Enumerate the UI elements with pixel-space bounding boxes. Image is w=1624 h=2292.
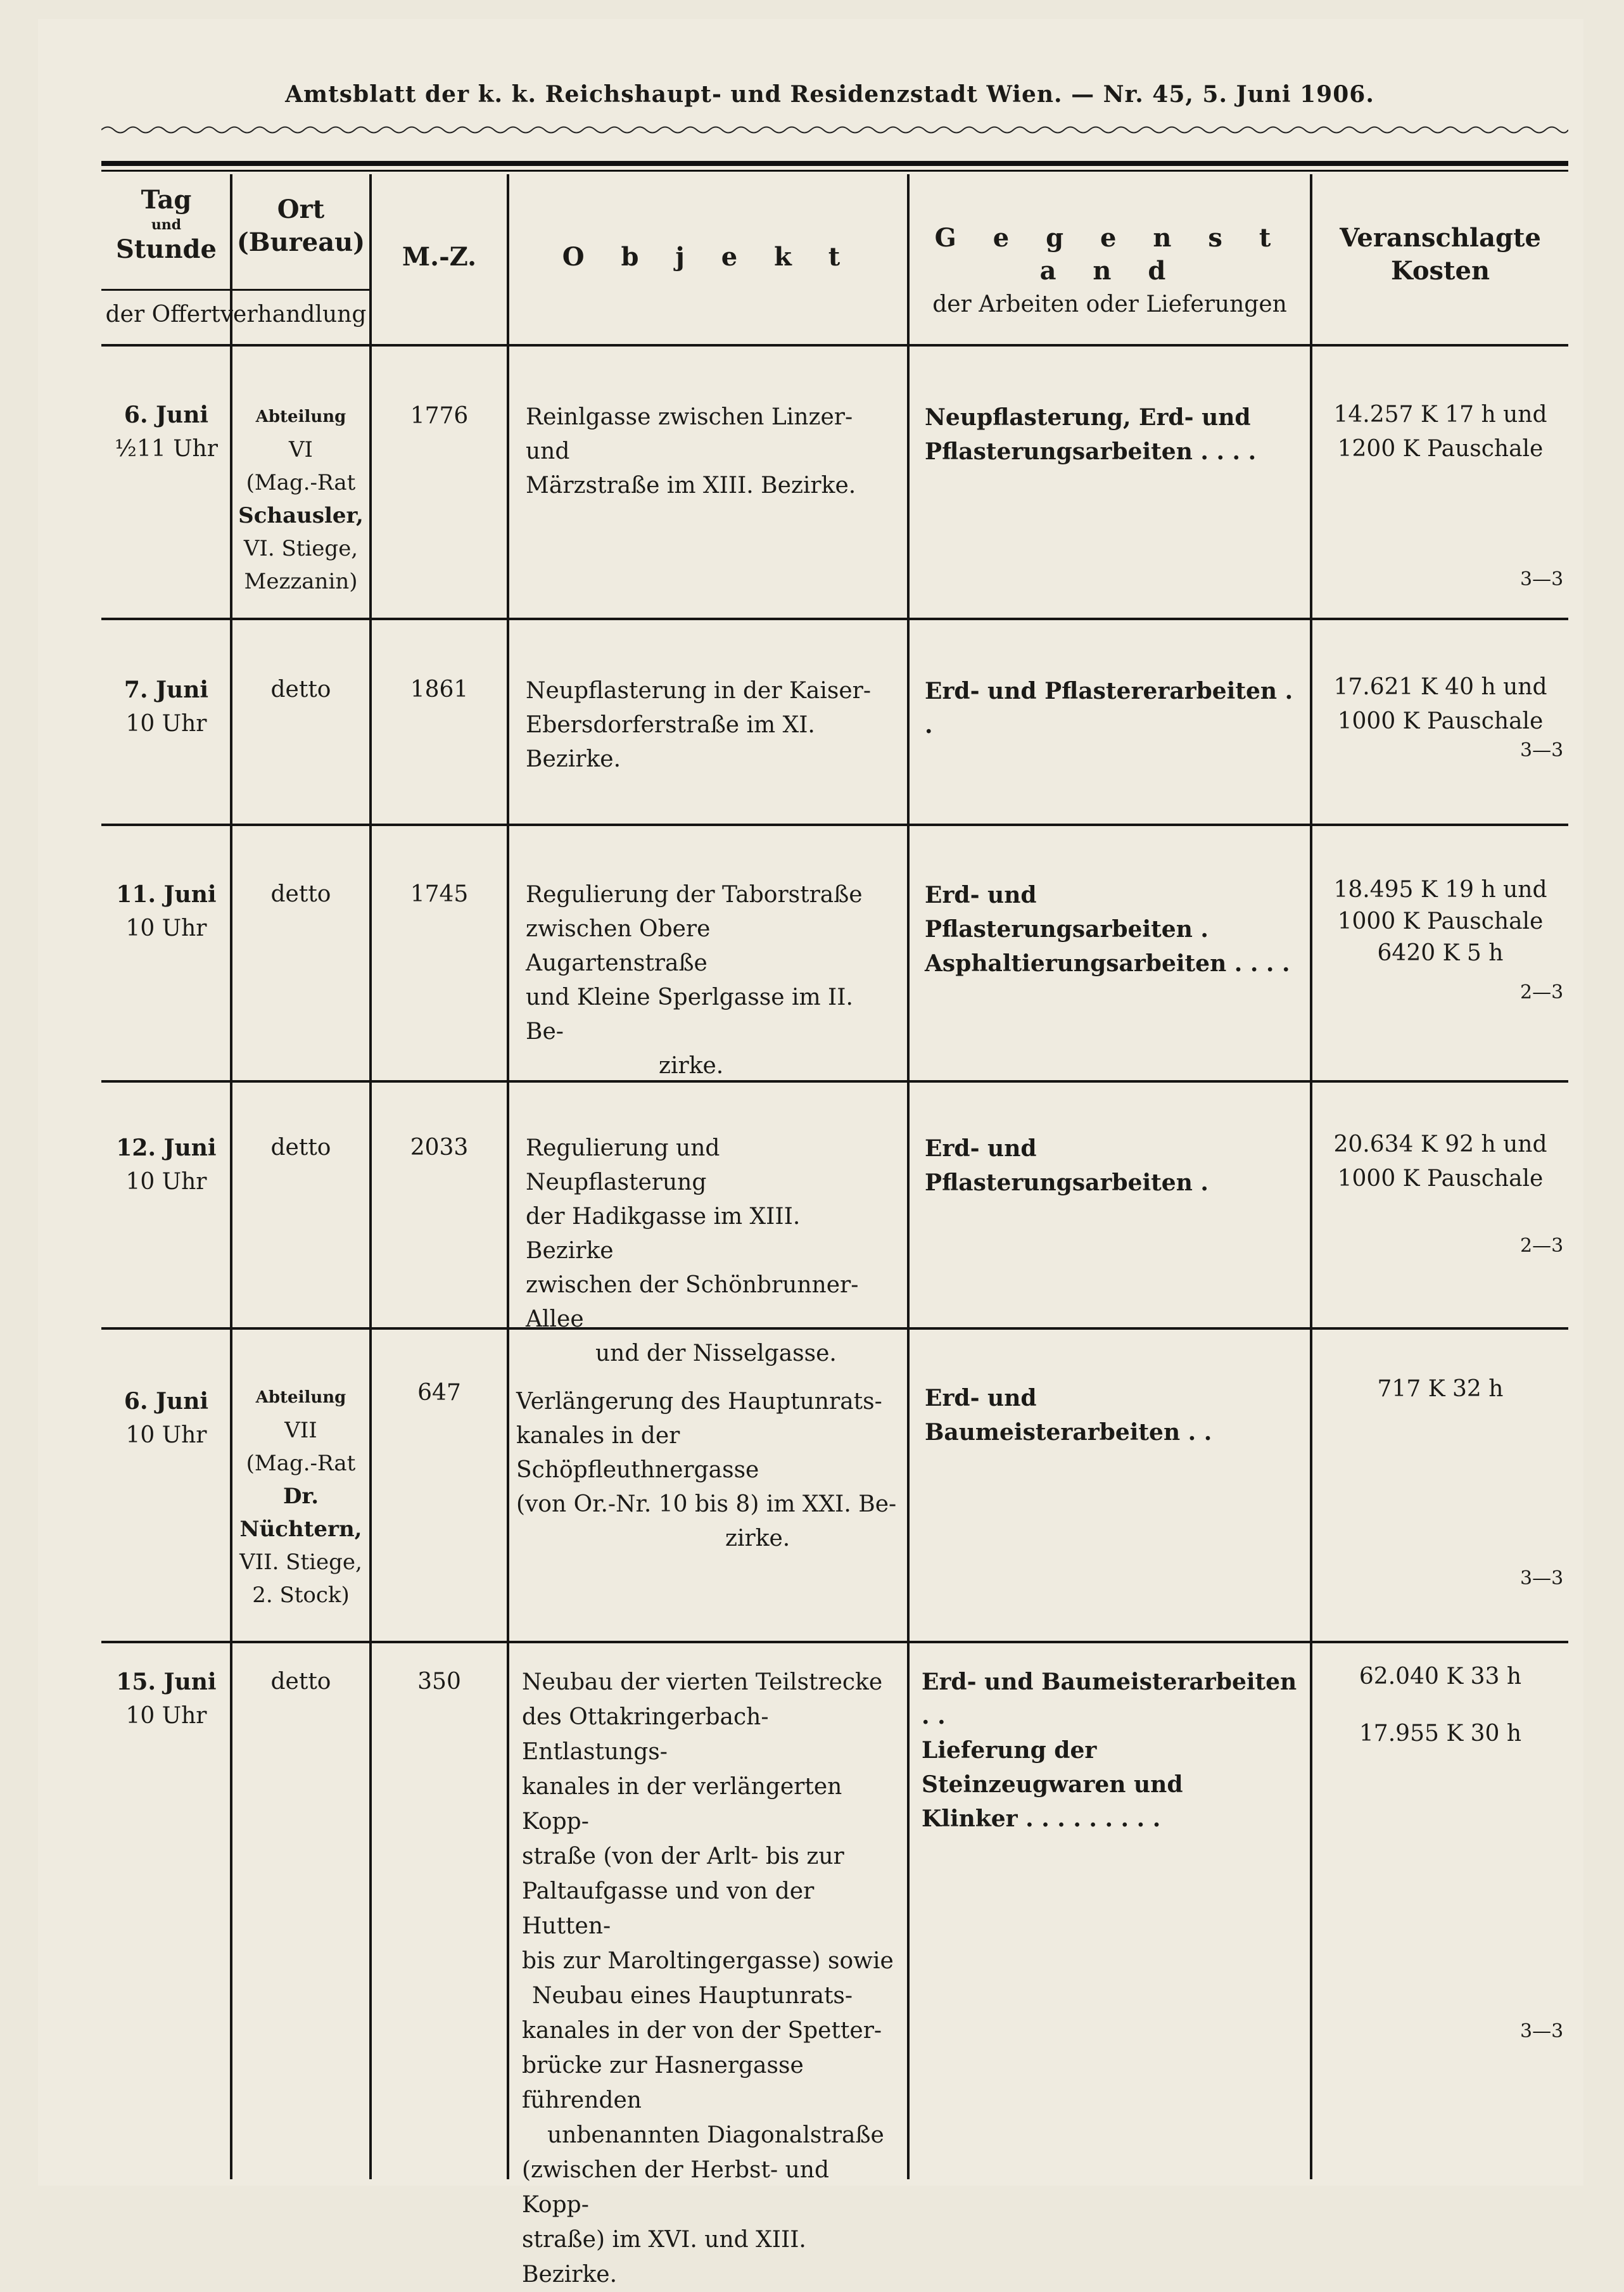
row-6-objekt-1: des Ottakringerbach-Entlastungs- xyxy=(522,1704,769,1765)
table-row-6-date xyxy=(101,1665,231,1733)
row-5-office-3: Dr. xyxy=(282,1484,319,1509)
table-row-2-objekt xyxy=(526,674,893,777)
table-row-5-office xyxy=(232,1381,369,1612)
table-row-4-kosten xyxy=(1312,1128,1568,1196)
table-row-1-kosten xyxy=(1312,398,1568,466)
row-2-objekt-0: Neupflasterung in der Kaiser- xyxy=(526,678,871,704)
row-3-objekt-0: Regulierung der Taborstraße xyxy=(526,882,863,908)
row-6-objekt-7: kanales in der von der Spetter- xyxy=(522,2018,882,2044)
table-row-2-kosten xyxy=(1312,670,1568,739)
row-4-time: 10 Uhr xyxy=(125,1169,207,1195)
row-6-kosten-2: 17.955 K 30 h xyxy=(1359,1721,1522,1747)
row-3-kosten-2: 6420 K 5 h xyxy=(1377,940,1504,966)
row-4-objekt-3: und der Nisselgasse. xyxy=(595,1340,837,1366)
row-4-date: 12. Juni xyxy=(116,1135,217,1161)
row-1-office-1: VI xyxy=(289,437,313,462)
row-3-objekt-3: zirke. xyxy=(659,1053,724,1079)
table-row-3-kosten xyxy=(1312,874,1568,969)
row-5-office-0: Abteilung xyxy=(255,1388,346,1407)
table-row-2-date xyxy=(101,673,231,741)
row-6-objekt-3: straße (von der Arlt- bis zur xyxy=(522,1843,844,1869)
row-6-objekt-9: unbenannten Diagonalstraße xyxy=(547,2122,884,2148)
row-line-2 xyxy=(101,824,1568,826)
row-1-mz: 1776 xyxy=(410,403,469,429)
row-1-office-2: (Mag.-Rat xyxy=(246,470,356,495)
row-5-mz: 647 xyxy=(417,1380,461,1406)
table-row-3-objekt xyxy=(526,878,893,1083)
header-gegenstand-label: G e g e n s t a n d xyxy=(934,223,1285,286)
row-6-time: 10 Uhr xyxy=(125,1703,207,1729)
row-4-mark: 2—3 xyxy=(1520,1235,1564,1257)
row-6-objekt-6: Neubau eines Hauptunrats- xyxy=(532,1983,853,2009)
table-row-6-gegenstand xyxy=(922,1665,1302,1836)
header-tag xyxy=(101,184,231,266)
row-3-objekt-2: und Kleine Sperlgasse im II. Be- xyxy=(526,984,853,1045)
header-tag-label: Tag xyxy=(141,185,192,215)
row-5-gegenstand-0: Erd- und Baumeisterarbeiten . . xyxy=(925,1385,1212,1446)
row-6-date: 15. Juni xyxy=(116,1669,217,1695)
row-6-objekt-11: straße) im XVI. und XIII. Bezirke. xyxy=(522,2227,806,2288)
row-5-objekt-3: zirke. xyxy=(725,1525,790,1551)
row-3-office: detto xyxy=(270,881,331,907)
row-line-5 xyxy=(101,1641,1568,1643)
header-offert: der Offertverhandlung xyxy=(105,302,367,328)
row-1-gegenstand-0: Neupflasterung, Erd- und xyxy=(925,404,1251,431)
row-2-time: 10 Uhr xyxy=(125,711,207,737)
table-row-6-objekt xyxy=(522,1665,896,2292)
header-ort-label: Ort xyxy=(277,194,325,224)
row-5-date: 6. Juni xyxy=(124,1388,209,1415)
row-1-gegenstand-1: Pflasterungsarbeiten . . . . xyxy=(925,438,1257,465)
row-1-objekt-0: Reinlgasse zwischen Linzer- und xyxy=(526,404,853,464)
row-3-gegenstand-1: Asphaltierungsarbeiten . . . . xyxy=(925,950,1290,977)
row-1-kosten-0: 14.257 K 17 h und xyxy=(1333,402,1547,428)
row-4-gegenstand-0: Erd- und Pflasterungsarbeiten . xyxy=(925,1135,1208,1196)
row-3-kosten-1: 1000 K Pauschale xyxy=(1337,908,1544,934)
table-row-1-office xyxy=(232,400,369,598)
row-1-date: 6. Juni xyxy=(124,402,209,428)
row-line-1 xyxy=(101,618,1568,620)
header-bureau-label: (Bureau) xyxy=(236,227,365,257)
table-row-1-date xyxy=(101,398,231,466)
row-2-kosten-1: 1000 K Pauschale xyxy=(1337,708,1544,734)
row-6-office: detto xyxy=(270,1669,331,1695)
row-6-kosten-1 xyxy=(1312,1698,1568,1713)
row-1-kosten-1: 1200 K Pauschale xyxy=(1337,436,1544,462)
row-6-objekt-2: kanales in der verlängerten Kopp- xyxy=(522,1774,842,1835)
row-4-mz: 2033 xyxy=(410,1135,469,1161)
col-line-4 xyxy=(907,174,910,2179)
row-5-objekt-2: (von Or.-Nr. 10 bis 8) im XXI. Be- xyxy=(516,1491,897,1517)
col-line-3 xyxy=(507,174,509,2179)
subheader-line xyxy=(101,289,371,291)
row-2-mz: 1861 xyxy=(410,677,469,703)
header-und-label: und xyxy=(151,217,182,233)
header-kosten xyxy=(1312,222,1568,288)
row-3-time: 10 Uhr xyxy=(125,915,207,941)
row-5-office-6: 2. Stock) xyxy=(252,1582,350,1608)
row-6-objekt-4: Paltaufgasse und von der Hutten- xyxy=(522,1878,815,1939)
row-5-mark: 3—3 xyxy=(1520,1567,1564,1589)
row-6-objekt-0: Neubau der vierten Teilstrecke xyxy=(522,1669,883,1695)
row-3-objekt-1: zwischen Obere Augartenstraße xyxy=(526,916,711,976)
table-row-1-objekt xyxy=(526,400,893,503)
row-1-office-3: Schausler, xyxy=(238,503,364,528)
row-6-mz: 350 xyxy=(417,1669,461,1695)
header-gegenstand xyxy=(910,222,1310,322)
row-1-office-4: VI. Stiege, xyxy=(243,536,358,561)
row-5-office-4: Nüchtern, xyxy=(239,1517,362,1542)
row-2-mark: 3—3 xyxy=(1520,739,1564,761)
row-3-mark: 2—3 xyxy=(1520,981,1564,1003)
row-1-mark: 3—3 xyxy=(1520,568,1564,590)
row-2-office: detto xyxy=(270,677,331,703)
row-6-objekt-5: bis zur Maroltingergasse) sowie xyxy=(522,1948,894,1974)
table-row-5-date xyxy=(101,1384,231,1453)
top-rule-thin xyxy=(101,170,1568,172)
row-1-objekt-1: Märzstraße im XIII. Bezirke. xyxy=(526,473,856,499)
header-bottom-line xyxy=(101,344,1568,347)
row-6-objekt-10: (zwischen der Herbst- und Kopp- xyxy=(522,2157,830,2218)
row-5-office-2: (Mag.-Rat xyxy=(246,1451,356,1476)
row-3-gegenstand-0: Erd- und Pflasterungsarbeiten . xyxy=(925,882,1208,943)
table-row-5-objekt xyxy=(516,1385,899,1556)
row-6-gegenstand-1: Lieferung der Steinzeugwaren und xyxy=(922,1737,1183,1798)
header-stunde-label: Stunde xyxy=(116,234,217,264)
table-row-1-gegenstand xyxy=(925,400,1298,469)
top-rule-thick xyxy=(101,161,1568,166)
row-5-time: 10 Uhr xyxy=(125,1422,207,1448)
wavy-rule xyxy=(101,124,1568,136)
table-row-6-kosten xyxy=(1312,1656,1568,1755)
row-5-office-5: VII. Stiege, xyxy=(239,1550,362,1575)
header-mz: M.-Z. xyxy=(402,242,477,272)
row-1-office-0: Abteilung xyxy=(255,407,346,426)
row-2-date: 7. Juni xyxy=(124,677,209,703)
row-1-office-5: Mezzanin) xyxy=(244,569,358,594)
row-2-objekt-1: Ebersdorferstraße im XI. Bezirke. xyxy=(526,712,815,772)
table-row-3-gegenstand xyxy=(925,878,1298,981)
table-row-3-date xyxy=(101,877,231,946)
table-row-4-objekt xyxy=(526,1131,893,1371)
running-head: Amtsblatt der k. k. Reichshaupt- und Residenzstadt Wien. — Nr. 45, 5. Juni 1906. xyxy=(285,81,1374,108)
row-4-objekt-2: zwischen der Schönbrunner-Allee xyxy=(526,1272,859,1332)
header-ort xyxy=(232,193,369,259)
table-row-4-date xyxy=(101,1131,231,1199)
header-kosten-label-2: Kosten xyxy=(1390,256,1490,286)
row-4-kosten-1: 1000 K Pauschale xyxy=(1337,1166,1544,1192)
row-5-kosten-0: 717 K 32 h xyxy=(1377,1376,1504,1402)
header-kosten-label-1: Veranschlagte xyxy=(1340,223,1541,253)
row-6-gegenstand-2: Klinker . . . . . . . . . xyxy=(922,1805,1161,1832)
row-1-time: ½11 Uhr xyxy=(115,436,218,462)
header-objekt: O b j e k t xyxy=(562,242,854,272)
row-2-gegenstand-0: Erd- und Pflastererarbeiten . . xyxy=(925,678,1293,739)
row-3-mz: 1745 xyxy=(410,881,469,907)
row-4-office: detto xyxy=(270,1135,331,1161)
row-5-objekt-1: kanales in der Schöpfleuthnergasse xyxy=(516,1423,759,1483)
row-5-objekt-0: Verlängerung des Hauptunrats- xyxy=(516,1389,882,1415)
row-4-objekt-0: Regulierung und Neupflasterung xyxy=(526,1135,720,1195)
col-line-2 xyxy=(369,174,372,2179)
row-2-kosten-0: 17.621 K 40 h und xyxy=(1333,674,1547,700)
row-3-date: 11. Juni xyxy=(116,881,217,908)
row-4-objekt-1: der Hadikgasse im XIII. Bezirke xyxy=(526,1204,801,1264)
row-6-mark: 3—3 xyxy=(1520,2020,1564,2042)
header-gegenstand-sub: der Arbeiten oder Lieferungen xyxy=(932,291,1287,317)
row-6-objekt-8: brücke zur Hasnergasse führenden xyxy=(522,2053,804,2113)
row-6-gegenstand-0: Erd- und Baumeisterarbeiten . . xyxy=(922,1669,1297,1729)
row-4-kosten-0: 20.634 K 92 h und xyxy=(1333,1131,1547,1157)
row-3-kosten-0: 18.495 K 19 h und xyxy=(1333,877,1547,903)
row-6-kosten-0: 62.040 K 33 h xyxy=(1359,1664,1522,1690)
row-5-office-1: VII xyxy=(284,1418,317,1443)
